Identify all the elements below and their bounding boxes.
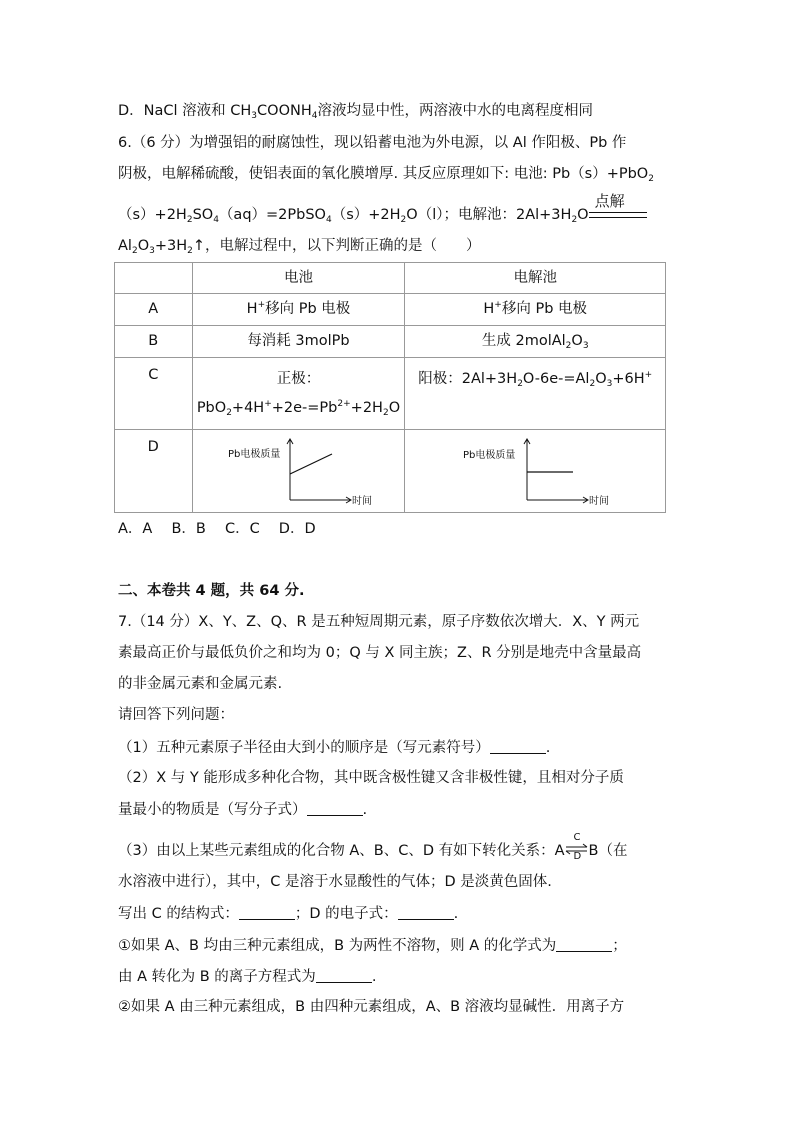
q7-part-3-line-3: 写出 C 的结构式： ；D 的电子式： . (118, 906, 459, 922)
q6-answer-options: A．A B．B C．C D．D (118, 521, 316, 537)
reaction-condition-arrow (589, 192, 647, 224)
row-a-label: A (115, 294, 193, 326)
row-c-battery: 正极： $PbO_2+4H^++2e-=Pb^{2+}+2H_2O$ (192, 358, 405, 430)
header-electrolysis: 电解池 (405, 263, 666, 294)
answer-blank[interactable] (307, 802, 363, 816)
table-row-c (115, 358, 666, 430)
q7-part-3-line-2: 水溶液中进行），其中，C 是溶于水显酸性的气体；D 是淡黄色固体. (118, 874, 552, 890)
table-row-b (115, 326, 666, 358)
table-corner-cell (115, 263, 193, 294)
q7-part-2-line-1: （2）X 与 Y 能形成多种化合物，其中既含极性键又含非极性键，且相对分子质 (118, 770, 624, 786)
q7-line-4: 请回答下列问题： (118, 707, 234, 723)
table-header-row (115, 263, 666, 294)
q7-sub-1-line-1: ①如果 A、B 均由三种元素组成，B 为两性不溶物，则 A 的化学式为 ； (118, 938, 627, 954)
graph-ylabel: Pb电极质量 (463, 450, 516, 461)
q7-sub-1-line-2: 由 A 转化为 B 的离子方程式为 . (118, 969, 377, 985)
graph-constant (435, 430, 635, 508)
q7-part-2-line-2: 量最小的物质是（写分子式） . (118, 802, 368, 818)
table-row-a (115, 294, 666, 326)
q5-option-d: D．NaCl 溶液和 $CH_3COONH_4$溶液均显中性，两溶液中水的电离程度相同 (118, 103, 593, 121)
q6-options-table (114, 262, 666, 513)
graph-increasing (198, 430, 398, 508)
conversion-arrow-icon: C D (565, 836, 589, 862)
row-a-battery: H+移向 Pb 电极 (192, 294, 405, 326)
answer-blank[interactable] (316, 969, 372, 983)
q7-line-3: 的非金属元素和金属元素. (118, 676, 283, 692)
graph-ylabel: Pb电极质量 (228, 449, 281, 460)
header-battery: 电池 (192, 263, 405, 294)
double-line-icon (589, 212, 647, 218)
row-d-electrolysis-graph (405, 430, 666, 513)
table-row-d (115, 430, 666, 513)
row-d-label: D (115, 430, 193, 513)
row-a-electrolysis: H+移向 Pb 电极 (405, 294, 666, 326)
reaction-condition-label: 点解 (594, 192, 625, 210)
answer-blank[interactable] (239, 906, 295, 920)
row-b-electrolysis: 生成 $2molAl_2O_3$ (405, 326, 666, 358)
row-b-battery: 每消耗 3molPb (192, 326, 405, 358)
q6-line-2: 阴极，电解稀硫酸，使铝表面的氧化膜增厚. 其反应原理如下: 电池: Pb（s）+PbO$_2$ (118, 166, 654, 184)
q7-sub-2-line-1: ②如果 A 由三种元素组成，B 由四种元素组成，A、B 溶液均显碱性．用离子方 (118, 999, 625, 1015)
answer-blank[interactable] (398, 906, 454, 920)
row-c-label: C (115, 358, 193, 430)
row-d-battery-graph (192, 430, 405, 513)
graph-xlabel: 时间 (589, 496, 610, 507)
q6-line-4: $Al_2O_3+3H_2↑$，电解过程中，以下判断正确的是（ ） (118, 238, 481, 256)
row-b-label: B (115, 326, 193, 358)
answer-blank[interactable] (556, 938, 612, 952)
q6-line-3: $(s)+2H_2SO_4(aq)=2PbSO_4(s)+2H_2O(l)$；电解池：$2Al+3H_2O$ 点解 (118, 202, 647, 224)
row-c-electrolysis: 阳极：$2Al+3H_2O-6e-=Al_2O_3+6H^+$ (405, 358, 666, 430)
answer-blank[interactable] (490, 740, 546, 754)
q7-part-3-line-1: （3）由以上某些元素组成的化合物 A、B、C、D 有如下转化关系：A C D B（在 (118, 832, 628, 862)
q7-part-1: （1）五种元素原子半径由大到小的顺序是（写元素符号） . (118, 740, 551, 756)
q7-line-1: 7.（14 分）X、Y、Z、Q、R 是五种短周期元素，原子序数依次增大．X、Y 两元 (118, 614, 640, 630)
graph-xlabel: 时间 (352, 496, 373, 507)
q7-line-2: 素最高正价与最低负价之和均为 0；Q 与 X 同主族；Z、R 分别是地壳中含量最高 (118, 645, 642, 661)
section-heading: 二、本卷共 4 题，共 64 分. (118, 583, 305, 599)
q6-line-1: 6.（6 分）为增强铝的耐腐蚀性，现以铅蓄电池为外电源，以 Al 作阳极、Pb 作 (118, 135, 627, 151)
graph-line-rising (290, 454, 332, 474)
